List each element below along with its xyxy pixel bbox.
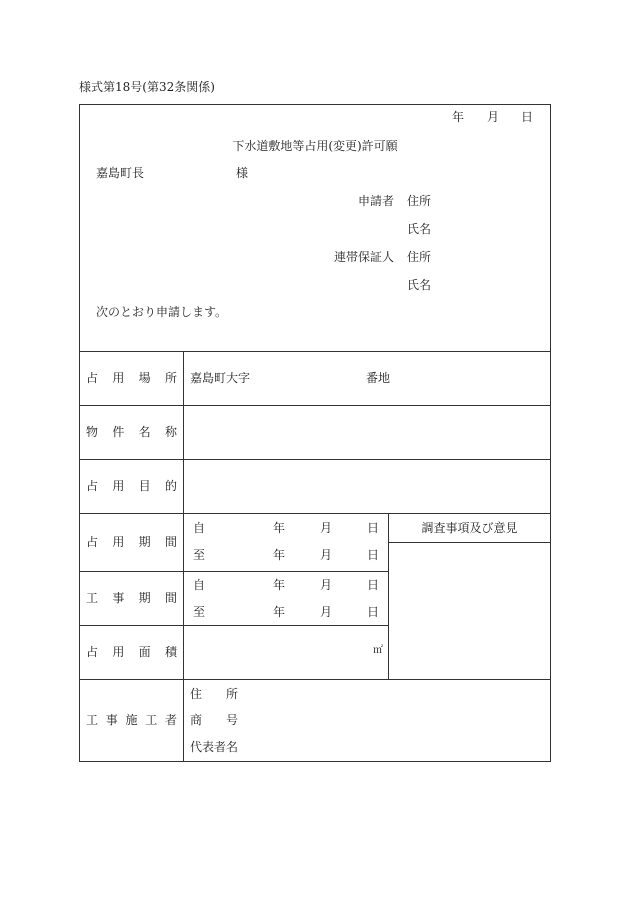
- purpose-label: [86, 478, 177, 494]
- area-unit: ㎡: [373, 645, 383, 656]
- applicant-label: 申請者: [357, 194, 394, 208]
- glyph: 所: [164, 371, 177, 385]
- remarks-column: [388, 514, 550, 679]
- location-label-cell: [80, 352, 184, 405]
- guarantor-label: 連帯保証人: [333, 250, 394, 264]
- occupancy-to-month: 月: [320, 548, 333, 562]
- contractor-representative-label: 代表者名: [190, 740, 239, 754]
- guarantor-address-label: 住所: [407, 250, 432, 264]
- occupancy-to-day: 日: [367, 548, 380, 562]
- location-label: [86, 370, 177, 386]
- glyph: 期: [138, 591, 151, 605]
- date-month: 月: [487, 110, 500, 124]
- glyph: 称: [164, 425, 177, 439]
- row-area: [80, 625, 388, 679]
- contractor-address-label: [190, 686, 238, 702]
- area-value-cell: [184, 626, 388, 679]
- construction-period-label: [86, 590, 177, 606]
- glyph: 号: [225, 713, 238, 727]
- contractor-value-cell: [184, 680, 550, 762]
- occupancy-period-label-cell: [80, 514, 184, 571]
- location-value-cell: [184, 352, 550, 405]
- construction-period-value-cell: [184, 572, 388, 625]
- applicant-name-label: 氏名: [407, 222, 432, 236]
- glyph: 占: [86, 645, 99, 659]
- glyph: 施: [125, 713, 138, 727]
- glyph: 場: [138, 371, 151, 385]
- glyph: 積: [164, 645, 177, 659]
- contractor-label: [86, 712, 177, 728]
- glyph: 間: [164, 591, 177, 605]
- occupancy-from-year: 年: [273, 521, 286, 535]
- glyph: 事: [105, 713, 118, 727]
- glyph: 用: [112, 479, 125, 493]
- glyph: 目: [138, 479, 151, 493]
- object-name-label-cell: [80, 406, 184, 459]
- glyph: 住: [190, 687, 203, 701]
- glyph: 面: [138, 645, 151, 659]
- glyph: 者: [164, 713, 177, 727]
- occupancy-from-day: 日: [367, 521, 380, 535]
- glyph: 占: [86, 371, 99, 385]
- occupancy-from-month: 月: [320, 521, 333, 535]
- occupancy-from-mark: 自: [193, 521, 206, 535]
- addressee-honorific: 様: [236, 166, 249, 180]
- occupancy-to-mark: 至: [193, 548, 206, 562]
- glyph: 所: [225, 687, 238, 701]
- location-suffix: 番地: [366, 371, 391, 385]
- glyph: 用: [112, 535, 125, 549]
- form-title: 下水道敷地等占用(変更)許可願: [232, 139, 398, 153]
- glyph: 工: [86, 713, 99, 727]
- area-label: [86, 644, 177, 660]
- contractor-label-cell: [80, 680, 184, 762]
- row-purpose: [80, 459, 550, 513]
- glyph: 事: [112, 591, 125, 605]
- glyph: 工: [145, 713, 158, 727]
- addressee-name: 嘉島町長: [96, 166, 145, 180]
- glyph: 期: [138, 535, 151, 549]
- occupancy-to-year: 年: [273, 548, 286, 562]
- construction-from-day: 日: [367, 578, 380, 592]
- glyph: 間: [164, 535, 177, 549]
- glyph: 名: [138, 425, 151, 439]
- date-year: 年: [452, 110, 465, 124]
- construction-to-year: 年: [273, 605, 286, 619]
- occupancy-period-label: [86, 534, 177, 550]
- application-header: [80, 105, 550, 351]
- applicant-address-label: 住所: [407, 194, 432, 208]
- glyph: 占: [86, 535, 99, 549]
- form-number: 様式第18号(第32条関係): [79, 80, 215, 94]
- construction-from-month: 月: [320, 578, 333, 592]
- glyph: 的: [164, 479, 177, 493]
- glyph: 用: [112, 645, 125, 659]
- construction-to-day: 日: [367, 605, 380, 619]
- glyph: 件: [112, 425, 125, 439]
- row-location: [80, 351, 550, 405]
- area-label-cell: [80, 626, 184, 679]
- construction-to-mark: 至: [193, 605, 206, 619]
- location-prefix: 嘉島町大字: [190, 371, 251, 385]
- object-name-value-cell: [184, 406, 550, 459]
- contractor-trade-name-label: [190, 712, 238, 728]
- row-construction-period: [80, 571, 388, 625]
- glyph: 工: [86, 591, 99, 605]
- application-form: [79, 104, 551, 762]
- glyph: 占: [86, 479, 99, 493]
- purpose-value-cell: [184, 460, 550, 513]
- construction-to-month: 月: [320, 605, 333, 619]
- application-statement: 次のとおり申請します。: [96, 305, 228, 319]
- glyph: 用: [112, 371, 125, 385]
- glyph: 商: [190, 713, 203, 727]
- occupancy-period-value-cell: [184, 514, 388, 571]
- construction-from-mark: 自: [193, 578, 206, 592]
- row-object-name: [80, 405, 550, 459]
- purpose-label-cell: [80, 460, 184, 513]
- date-day: 日: [521, 110, 534, 124]
- guarantor-name-label: 氏名: [407, 278, 432, 292]
- remarks-heading: 調査事項及び意見: [389, 514, 550, 543]
- row-contractor: [80, 679, 550, 762]
- construction-period-label-cell: [80, 572, 184, 625]
- construction-from-year: 年: [273, 578, 286, 592]
- object-name-label: [86, 424, 177, 440]
- glyph: 物: [86, 425, 99, 439]
